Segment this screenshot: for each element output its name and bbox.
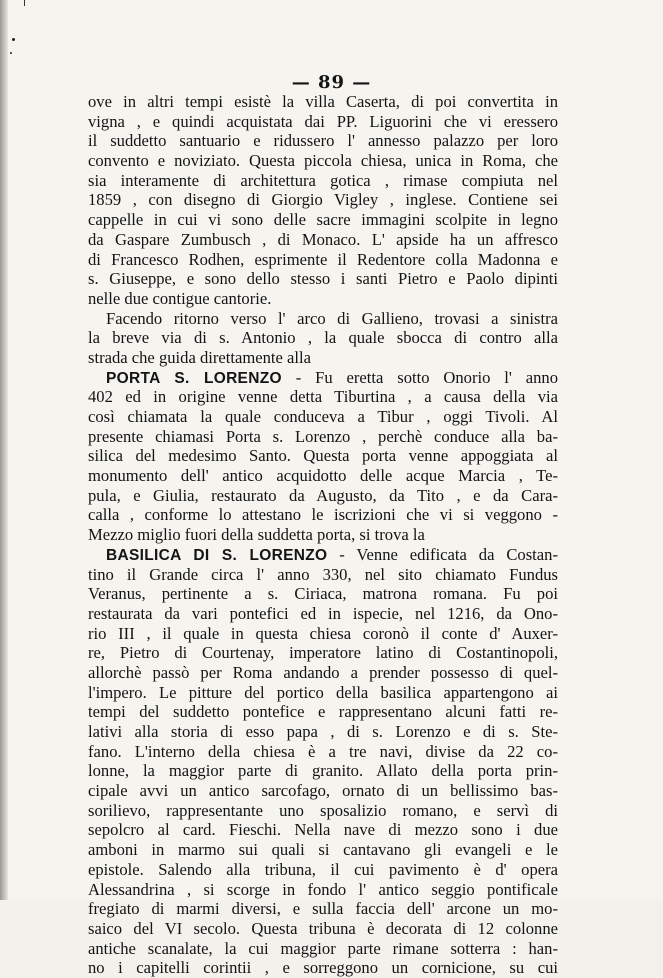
body-text	[88, 92, 558, 978]
text-line: da Gaspare Zumbusch , di Monaco. L' apside ha un affresco	[88, 229, 558, 249]
text-line: Veranus, pertinente a s. Ciriaca, matrona romana. Fu poi	[88, 584, 558, 604]
text-line: sia interamente di architettura gotica , rimase compiuta nel	[88, 170, 558, 190]
text-line: convento e noviziato. Questa piccola chiesa, unica in Roma, che	[88, 151, 558, 171]
text-line: Facendo ritorno verso l' arco di Gallieno, trovasi a sinistra	[106, 308, 558, 328]
text-line: fregiato di marmi diversi, e sulla faccia dell' arcone un mo-	[88, 899, 558, 919]
text-line: re, Pietro di Courtenay, imperatore latino di Costantinopoli,	[88, 643, 558, 663]
section-heading: PORTA S. LORENZO	[106, 369, 282, 387]
text-line: la breve via di s. Antonio , la quale sbocca di contro alla	[88, 328, 558, 348]
text-line: di Francesco Rodhen, esprimente il Redentore colla Madonna e	[88, 249, 558, 269]
text-line: il suddetto santuario e ridussero l' annesso palazzo per loro	[88, 131, 558, 151]
text-line: antiche scanalate, la cui maggior parte rimane sotterra : han-	[88, 938, 558, 958]
text-line: sorilievo, rappresentante uno sposalizio romano, e servì di	[88, 800, 558, 820]
text-run: - Fu eretta sotto Onorio l' anno	[281, 367, 559, 387]
text-line: 1859 , con disegno di Giorgio Vigley , inglese. Contiene sei	[88, 190, 558, 210]
text-line: calla , conforme lo attestano le iscrizioni che vi si veggono -	[88, 505, 558, 525]
section-heading: BASILICA DI S. LORENZO	[106, 546, 328, 564]
text-line: saico del VI secolo. Questa tribuna è decorata di 12 colonne	[88, 918, 558, 938]
print-speck	[10, 52, 12, 54]
text-line	[88, 368, 558, 388]
text-run: - Venne edificata da Costan-	[327, 544, 558, 564]
text-line: allorchè passò per Roma andando a prender possesso di quel-	[88, 662, 558, 682]
text-line: rio III , il quale in questa chiesa coronò il conte d' Auxer-	[88, 623, 558, 643]
text-line: cappelle in cui vi sono delle sacre immagini scolpite in legno	[88, 210, 558, 230]
text-line	[88, 545, 558, 565]
text-line: così chiamata la quale conduceva a Tibur , oggi Tivoli. Al	[88, 407, 558, 426]
text-line: tino il Grande circa l' anno 330, nel sito chiamato Fundus	[88, 564, 558, 584]
text-line: epistole. Salendo alla tribuna, il cui pavimento è d' opera	[88, 859, 558, 879]
text-line: sepolcro al card. Fieschi. Nella nave di mezzo sono i due	[88, 820, 558, 840]
text-line: Alessandrina , si scorge in fondo l' antico seggio pontificale	[88, 879, 558, 899]
text-line: monumento dell' antico acquidotto delle acque Marcia , Te-	[88, 466, 558, 486]
text-line: amboni in marmo sui quali si cantavano gli evangeli e le	[88, 840, 558, 860]
text-line: silica del medesimo Santo. Questa porta venne appoggiata al	[88, 446, 558, 466]
text-line: restaurata da vari pontefici ed in ispecie, nel 1216, da Ono-	[88, 603, 558, 623]
text-line: ove in altri tempi esistè la villa Caserta, di poi convertita in	[88, 92, 558, 111]
page-number: — 89 —	[291, 72, 372, 93]
text-line: l'impero. Le pitture del portico della basilica appartengono ai	[88, 682, 558, 702]
page-edge-mark	[24, 0, 25, 6]
text-line: no i capitelli corintii , e sorreggono un cornicione, su cui	[88, 958, 558, 978]
page-edge-shadow	[0, 0, 8, 900]
text-line: cipale avvi un antico sarcofago, ornato di un bellissimo bas-	[88, 781, 558, 801]
text-line: vigna , e quindi acquistata dai PP. Liguorini che vi eressero	[88, 111, 558, 131]
print-speck	[12, 38, 15, 41]
text-line: pula, e Giulia, restaurato da Augusto, da Tito , e da Cara-	[88, 485, 558, 505]
text-line: tempi del suddetto pontefice e rappresentano alcuni fatti re-	[88, 702, 558, 722]
text-line: presente chiamasi Porta s. Lorenzo , perchè conduce alla ba-	[88, 426, 558, 446]
text-line: Mezzo miglio fuori della suddetta porta, si trova la	[88, 525, 425, 545]
text-line: nelle due contigue cantorie.	[88, 288, 272, 308]
text-line: 402 ed in origine venne detta Tiburtina , a causa della via	[88, 387, 558, 407]
text-line: s. Giuseppe, e sono dello stesso i santi Pietro e Paolo dipinti	[88, 269, 558, 289]
text-line: strada che guida direttamente alla	[88, 347, 311, 367]
text-line: lativi alla storia di esso papa , di s. Lorenzo e di s. Ste-	[88, 722, 558, 741]
text-line: fano. L'interno della chiesa è a tre navi, divise da 22 co-	[88, 741, 558, 761]
text-line: lonne, la maggior parte di granito. Allato della porta prin-	[88, 761, 558, 781]
